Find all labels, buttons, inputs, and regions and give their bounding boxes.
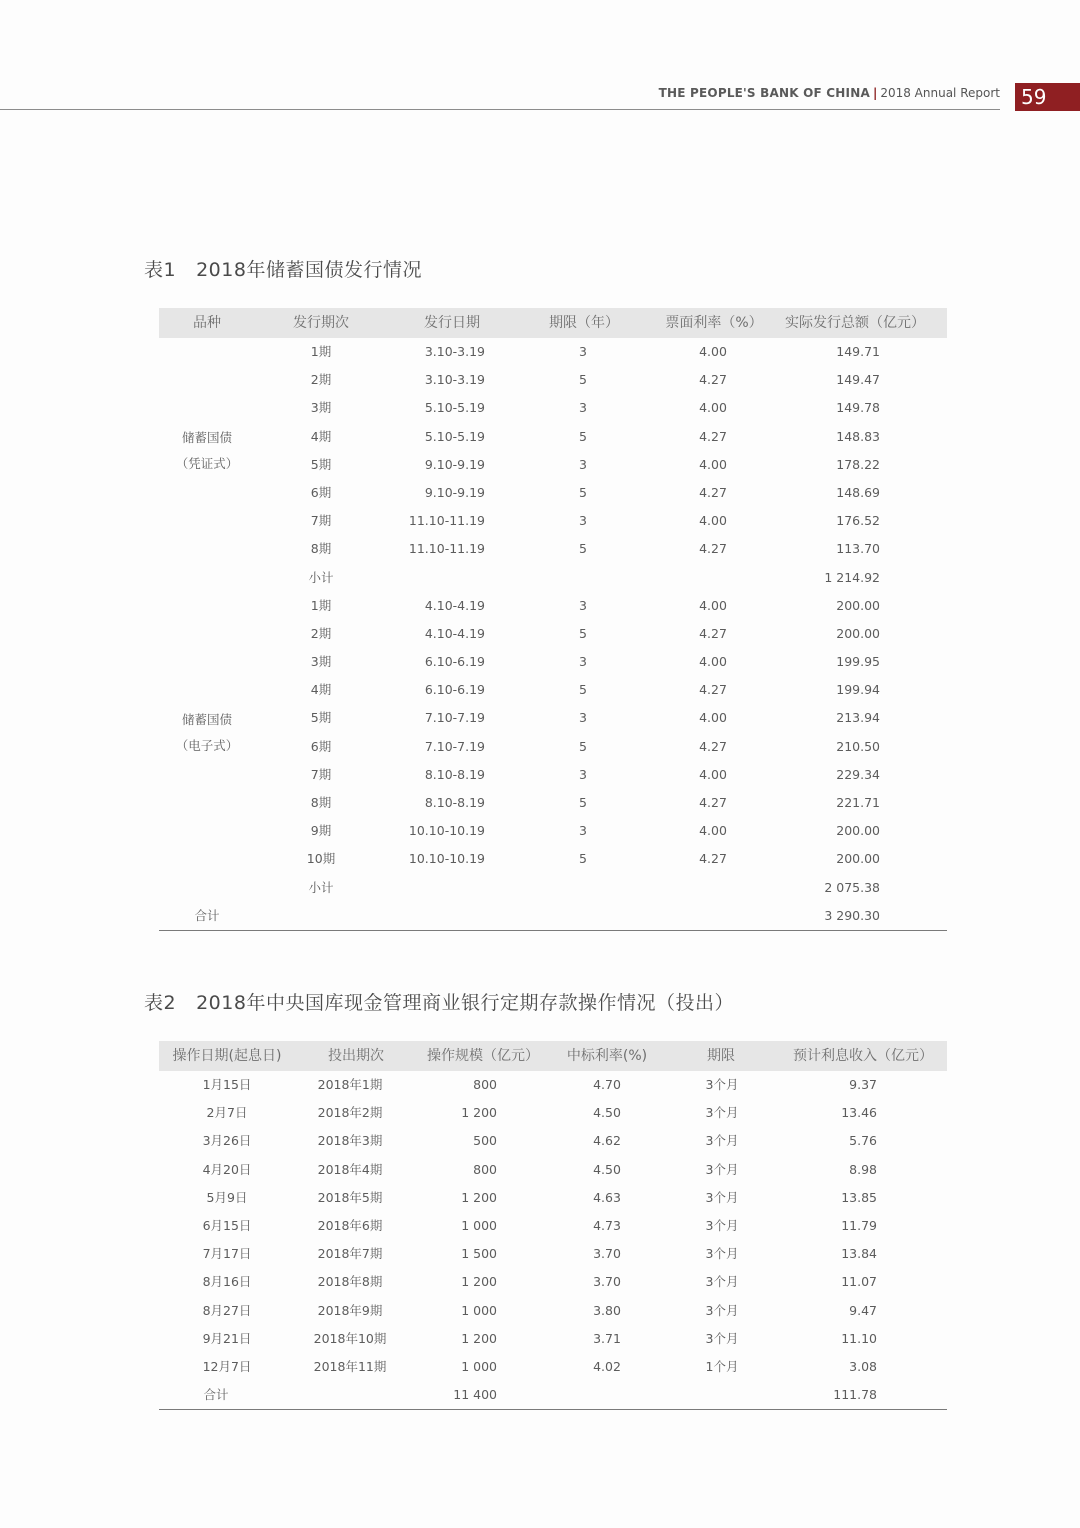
table-row [159, 394, 947, 422]
table-row [159, 676, 947, 704]
table2-cell: 3个月 [705, 1302, 739, 1318]
table2-col-header: 操作日期(起息日) [172, 1048, 282, 1064]
table1-cell: 6.10-6.19 [424, 654, 485, 670]
table1-cell: 4期 [310, 682, 332, 698]
table2-body [159, 1071, 947, 1409]
table-row [159, 479, 947, 507]
table1-cell: 10.10-10.19 [408, 823, 485, 839]
table1-cell: 4.27 [699, 625, 727, 641]
header-separator: | [872, 86, 878, 100]
table2-cell: 7月17日 [202, 1246, 252, 1262]
table2-cell: 11.10 [841, 1330, 877, 1346]
table1-cell: 3 [579, 710, 587, 726]
table2-cell: 2018年6期 [317, 1217, 383, 1233]
table1-cell: 1期 [310, 597, 332, 613]
table1-cell: 3期 [310, 654, 332, 670]
group-label-line2: （电子式） [175, 737, 239, 753]
table2-cell: 3.71 [593, 1330, 621, 1346]
table1-cell: 4.10-4.19 [424, 597, 485, 613]
table1-cell: 11.10-11.19 [408, 513, 485, 529]
table1-cell: 10.10-10.19 [408, 851, 485, 867]
table2-cell: 3个月 [705, 1189, 739, 1205]
group-label-line1: 储蓄国债 [181, 711, 233, 727]
table2 [159, 1041, 947, 1410]
table1-cell: 5 [579, 738, 587, 754]
table2-cell: 4.50 [593, 1161, 621, 1177]
table2-cell: 1 000 [461, 1217, 497, 1233]
table1-cell: 4.27 [699, 541, 727, 557]
table1-cell: 6期 [310, 484, 332, 500]
table-row [159, 1297, 947, 1325]
table1-cell: 4.00 [699, 344, 727, 359]
running-header [659, 86, 1000, 100]
table2-cell: 2018年7期 [317, 1246, 383, 1262]
table-row [159, 620, 947, 648]
table-row [159, 592, 947, 620]
table1-cell: 9.10-9.19 [424, 456, 485, 472]
table2-cell: 9月21日 [202, 1330, 252, 1346]
table-row [159, 1212, 947, 1240]
table1-cell: 3 [579, 456, 587, 472]
table1-cell: 3期 [310, 400, 332, 416]
table2-cell: 13.84 [841, 1246, 877, 1262]
table1-body [159, 338, 947, 930]
table1-cell: 199.95 [836, 654, 880, 670]
table1-cell: 1期 [310, 344, 332, 359]
table2-title [144, 988, 734, 1015]
table-row [159, 1240, 947, 1268]
table-row [159, 648, 947, 676]
table2-cell: 4.70 [593, 1077, 621, 1092]
group-label-line2: （凭证式） [175, 455, 239, 471]
table-row [159, 1353, 947, 1381]
table2-cell: 11.07 [841, 1274, 877, 1290]
table1-cell: 8.10-8.19 [424, 766, 485, 782]
table1-total-row [159, 902, 947, 930]
table2-col-header: 操作规模（亿元） [427, 1048, 539, 1064]
table1-cell: 8期 [310, 795, 332, 810]
table2-cell: 3月26日 [202, 1133, 252, 1149]
table-row [159, 845, 947, 873]
table2-cell: 13.46 [841, 1105, 877, 1121]
table1-cell: 5 [579, 372, 587, 388]
table2-cell: 11.79 [841, 1217, 877, 1233]
table2-cell: 3.08 [849, 1358, 877, 1374]
table-row [159, 1127, 947, 1155]
table2-cell: 3个月 [705, 1161, 739, 1177]
table-row [159, 733, 947, 761]
table2-cell: 3个月 [705, 1077, 739, 1092]
table-row [159, 1099, 947, 1127]
table-row [159, 338, 947, 366]
table2-cell: 8.98 [849, 1161, 877, 1177]
table1-cell: 7.10-7.19 [424, 738, 485, 754]
table1-cell: 149.78 [836, 400, 880, 416]
table-row [159, 817, 947, 845]
table2-cell: 500 [473, 1133, 497, 1149]
table1-cell: 113.70 [836, 541, 880, 557]
table2-cell: 4月20日 [202, 1161, 252, 1177]
table1-group-label [176, 425, 239, 477]
table1-cell: 4.10-4.19 [424, 625, 485, 641]
table2-cell: 2018年1期 [317, 1077, 383, 1092]
table1-cell: 9.10-9.19 [424, 484, 485, 500]
table2-bottom-rule [159, 1409, 947, 1410]
table1-cell: 11.10-11.19 [408, 541, 485, 557]
table1-title-text: 2018年储蓄国债发行情况 [196, 259, 422, 281]
table1-cell: 5.10-5.19 [424, 400, 485, 416]
table1-cell: 178.22 [836, 456, 880, 472]
header-org: THE PEOPLE'S BANK OF CHINA [658, 86, 870, 100]
table1-cell: 4期 [310, 428, 332, 444]
table1-title [144, 255, 422, 282]
table1-cell: 5 [579, 541, 587, 557]
table2-cell: 3.70 [593, 1274, 621, 1290]
table1-col-header: 期限（年） [549, 315, 619, 331]
table2-cell: 1 200 [461, 1105, 497, 1121]
table2-col-header: 中标利率(%) [566, 1048, 648, 1064]
table2-cell: 9.47 [849, 1302, 877, 1318]
table2-header [159, 1041, 947, 1071]
table1-cell: 5 [579, 484, 587, 500]
table2-cell: 4.02 [593, 1358, 621, 1374]
table1 [159, 308, 947, 931]
table1-cell: 8.10-8.19 [424, 795, 485, 810]
table2-cell: 2018年4期 [317, 1161, 383, 1177]
table1-cell: 4.00 [699, 597, 727, 613]
table2-title-text: 2018年中央国库现金管理商业银行定期存款操作情况（投出） [196, 992, 734, 1014]
table1-number: 表1 [144, 259, 177, 281]
table2-cell: 4.63 [593, 1189, 621, 1205]
table1-cell: 4.00 [699, 513, 727, 529]
table2-cell: 1月15日 [202, 1077, 252, 1092]
table2-cell: 2018年5期 [317, 1189, 383, 1205]
table1-cell: 200.00 [836, 851, 880, 867]
table1-cell: 7.10-7.19 [424, 710, 485, 726]
table-row [159, 423, 947, 451]
table1-cell: 148.83 [836, 428, 880, 444]
table1-col-header: 发行期次 [293, 315, 349, 331]
table2-cell: 3个月 [705, 1246, 739, 1262]
table-row [159, 1184, 947, 1212]
table1-cell: 6.10-6.19 [424, 682, 485, 698]
table2-cell: 3个月 [705, 1274, 739, 1290]
table2-cell: 2018年3期 [317, 1133, 383, 1149]
table1-header [159, 308, 947, 338]
table1-cell: 5.10-5.19 [424, 428, 485, 444]
table2-cell: 5.76 [849, 1133, 877, 1149]
table2-col-header: 投出期次 [328, 1048, 384, 1064]
table2-total-row [159, 1381, 947, 1409]
table2-cell: 1个月 [705, 1358, 739, 1374]
table1-cell: 3 [579, 400, 587, 416]
table1-cell: 4.00 [699, 766, 727, 782]
table1-cell: 229.34 [836, 766, 880, 782]
table2-number: 表2 [144, 992, 177, 1014]
table1-col-header: 品种 [193, 315, 221, 331]
table1-cell: 3 [579, 654, 587, 670]
table1-cell: 4.27 [699, 484, 727, 500]
table1-cell: 10期 [306, 851, 336, 867]
table1-col-header: 实际发行总额（亿元） [785, 315, 925, 331]
table2-cell: 8月27日 [202, 1302, 252, 1318]
page-number: 59 [1015, 83, 1080, 111]
total-scale: 11 400 [453, 1387, 497, 1403]
table1-cell: 5 [579, 428, 587, 444]
table-row [159, 1268, 947, 1296]
table1-cell: 4.00 [699, 654, 727, 670]
table-row [159, 1325, 947, 1353]
table-row [159, 704, 947, 732]
table1-group-label [176, 707, 239, 759]
table-row [159, 761, 947, 789]
table2-cell: 2018年11期 [313, 1358, 387, 1374]
table1-cell: 5 [579, 682, 587, 698]
table1-bottom-rule [159, 930, 947, 931]
table2-col-header: 预计利息收入（亿元） [793, 1048, 933, 1064]
table2-cell: 1 000 [461, 1358, 497, 1374]
table2-cell: 4.73 [593, 1217, 621, 1233]
table2-cell: 5月9日 [206, 1189, 248, 1205]
table-row [159, 366, 947, 394]
header-report: 2018 Annual Report [880, 86, 1000, 100]
table1-cell: 5 [579, 795, 587, 810]
table2-cell: 3个月 [705, 1217, 739, 1233]
table2-cell: 4.50 [593, 1105, 621, 1121]
table1-cell: 5 [579, 851, 587, 867]
table1-cell: 199.94 [836, 682, 880, 698]
table-row [159, 1156, 947, 1184]
subtotal-value: 2 075.38 [824, 879, 880, 895]
table1-cell: 3 [579, 344, 587, 359]
table2-cell: 1 200 [461, 1189, 497, 1205]
table1-cell: 4.00 [699, 823, 727, 839]
table1-cell: 221.71 [836, 795, 880, 810]
table1-cell: 2期 [310, 372, 332, 388]
table2-cell: 1 000 [461, 1302, 497, 1318]
table1-cell: 3 [579, 766, 587, 782]
table2-col-header: 期限 [707, 1048, 735, 1064]
total-label: 合计 [194, 907, 220, 923]
table-row [159, 451, 947, 479]
table1-cell: 176.52 [836, 513, 880, 529]
table1-cell: 149.71 [836, 344, 880, 359]
total-interest: 111.78 [833, 1387, 877, 1403]
table2-cell: 3个月 [705, 1133, 739, 1149]
table1-cell: 4.00 [699, 400, 727, 416]
table1-cell: 4.27 [699, 851, 727, 867]
table1-group [159, 338, 947, 592]
total-value: 3 290.30 [824, 907, 880, 923]
table1-col-header: 发行日期 [424, 315, 480, 331]
table1-cell: 149.47 [836, 372, 880, 388]
table-row [159, 1071, 947, 1099]
table1-cell: 4.27 [699, 738, 727, 754]
table-row [159, 535, 947, 563]
table2-cell: 12月7日 [202, 1358, 252, 1374]
table1-cell: 8期 [310, 541, 332, 557]
table2-cell: 9.37 [849, 1077, 877, 1092]
table2-cell: 3个月 [705, 1105, 739, 1121]
table2-cell: 8月16日 [202, 1274, 252, 1290]
table-row [159, 789, 947, 817]
table1-cell: 4.00 [699, 456, 727, 472]
table2-cell: 2018年2期 [317, 1105, 383, 1121]
table2-cell: 1 200 [461, 1330, 497, 1346]
table1-subtotal-row [159, 874, 947, 902]
table2-cell: 2018年8期 [317, 1274, 383, 1290]
table2-cell: 13.85 [841, 1189, 877, 1205]
table1-cell: 200.00 [836, 597, 880, 613]
table2-cell: 1 200 [461, 1274, 497, 1290]
table1-cell: 4.27 [699, 795, 727, 810]
subtotal-value: 1 214.92 [824, 569, 880, 585]
subtotal-label: 小计 [308, 569, 334, 585]
table1-cell: 4.27 [699, 682, 727, 698]
table1-cell: 4.00 [699, 710, 727, 726]
table2-cell: 6月15日 [202, 1217, 252, 1233]
table2-cell: 3个月 [705, 1330, 739, 1346]
table1-group [159, 592, 947, 902]
table1-cell: 3.10-3.19 [424, 372, 485, 388]
table2-cell: 800 [473, 1161, 497, 1177]
table1-cell: 3 [579, 513, 587, 529]
table1-cell: 7期 [310, 513, 332, 529]
table1-cell: 4.27 [699, 372, 727, 388]
table2-cell: 2月7日 [206, 1105, 248, 1121]
table2-cell: 800 [473, 1077, 497, 1092]
table1-cell: 9期 [310, 823, 332, 839]
subtotal-label: 小计 [308, 879, 334, 895]
table2-cell: 3.70 [593, 1246, 621, 1262]
table1-cell: 5 [579, 625, 587, 641]
table1-cell: 3 [579, 823, 587, 839]
table2-cell: 4.62 [593, 1133, 621, 1149]
group-label-line1: 储蓄国债 [181, 429, 233, 445]
table2-cell: 2018年9期 [317, 1302, 383, 1318]
table1-cell: 3.10-3.19 [424, 344, 485, 359]
table1-cell: 4.27 [699, 428, 727, 444]
table1-cell: 2期 [310, 625, 332, 641]
table1-cell: 5期 [310, 456, 332, 472]
table1-cell: 3 [579, 597, 587, 613]
table2-cell: 1 500 [461, 1246, 497, 1262]
table1-subtotal-row [159, 564, 947, 592]
table1-cell: 5期 [310, 710, 332, 726]
table1-cell: 210.50 [836, 738, 880, 754]
table2-cell: 2018年10期 [313, 1330, 387, 1346]
table1-col-header: 票面利率（%） [665, 315, 763, 331]
table-row [159, 507, 947, 535]
table2-cell: 3.80 [593, 1302, 621, 1318]
total-label: 合计 [203, 1387, 229, 1403]
table1-cell: 6期 [310, 738, 332, 754]
table1-cell: 148.69 [836, 484, 880, 500]
table1-cell: 200.00 [836, 625, 880, 641]
table1-cell: 213.94 [836, 710, 880, 726]
table1-cell: 7期 [310, 766, 332, 782]
table1-cell: 200.00 [836, 823, 880, 839]
header-rule [0, 109, 1000, 110]
